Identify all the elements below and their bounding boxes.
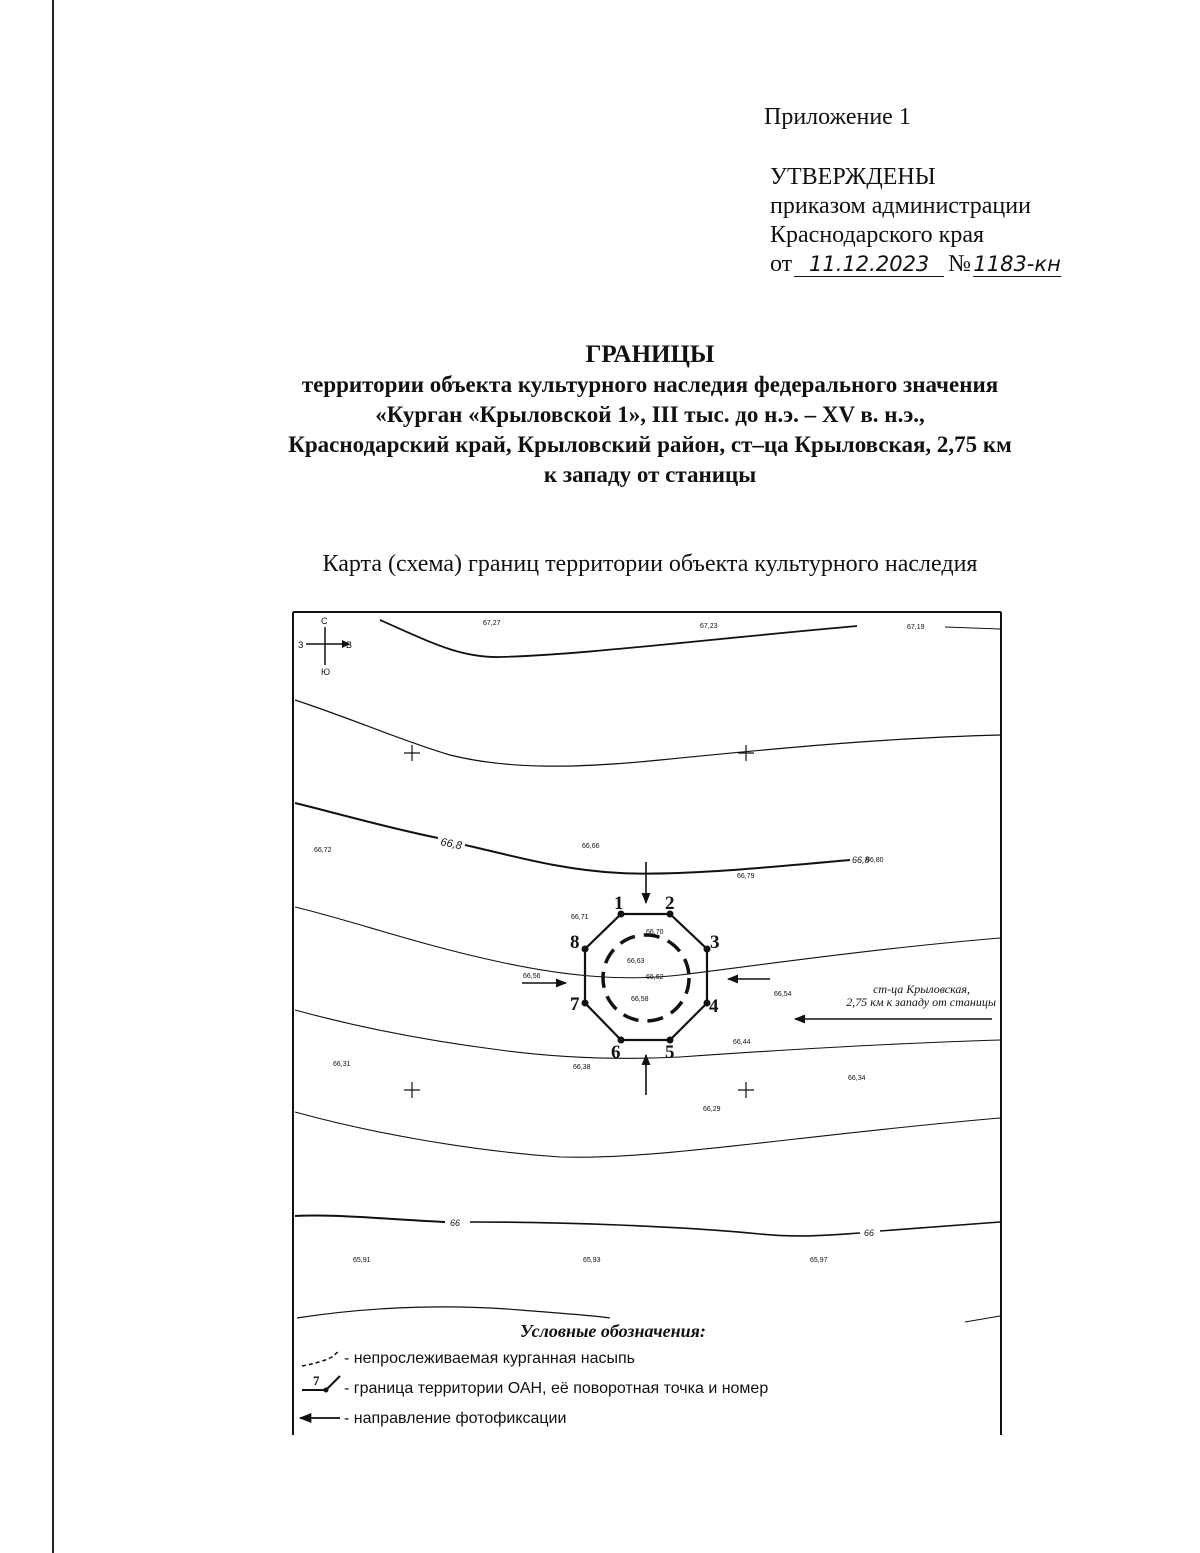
- elevation-label: 67,23: [700, 623, 718, 630]
- elevation-label: 65,97: [810, 1257, 828, 1264]
- boundary-point-number: 8: [570, 932, 580, 953]
- elevation-label: 67,27: [483, 620, 501, 627]
- boundary-point-number: 6: [611, 1042, 621, 1063]
- order-line-2: Краснодарского края: [770, 222, 985, 248]
- elevation-label: 66,38: [573, 1064, 591, 1071]
- compass-rose: [298, 616, 352, 677]
- from-label: от: [770, 251, 793, 277]
- legend-photo-text: - направление фотофиксации: [344, 1410, 567, 1427]
- legend-mound-text: - непрослеживаемая курганная насыпь: [344, 1350, 635, 1367]
- contour-line: [880, 1222, 1000, 1231]
- boundary-point-number: 3: [710, 932, 720, 953]
- village-note: [846, 982, 996, 1009]
- order-date: 11.12.2023: [794, 252, 944, 277]
- boundary-point: [582, 946, 589, 953]
- boundary-point-number: 2: [665, 893, 675, 914]
- elevation-label: 66,58: [631, 996, 649, 1003]
- elevation-label: 66,34: [848, 1075, 866, 1082]
- boundary-point-number: 4: [709, 996, 719, 1017]
- elevation-label: 66,71: [571, 914, 589, 921]
- contour-line: [295, 1112, 1000, 1157]
- elevation-label: 65,93: [583, 1257, 601, 1264]
- title-line-3: Краснодарский край, Крыловский район, ст–ца Крыловская, 2,75 км: [288, 432, 1012, 457]
- contour-value-label: 66: [450, 1218, 461, 1228]
- order-number: 1183-кн: [973, 252, 1061, 276]
- boundary-point-number: 1: [614, 893, 624, 914]
- contour-value-label: 66,8: [439, 836, 463, 853]
- title-line-4: к западу от станицы: [543, 462, 757, 487]
- elevation-label: 66,72: [314, 847, 332, 854]
- elevation-label: 66,66: [582, 843, 600, 850]
- elevation-label: 66,80: [866, 857, 884, 864]
- photo-direction-arrows: [522, 862, 992, 1095]
- elevation-label: 67,19: [907, 624, 925, 631]
- boundary-point-number: 7: [570, 994, 580, 1015]
- map-legend: [300, 1321, 768, 1427]
- compass-west: З: [298, 640, 304, 650]
- elevation-label: 66,44: [733, 1039, 751, 1046]
- legend-mound-symbol: [302, 1350, 340, 1366]
- legend-title: Условные обозначения:: [520, 1321, 706, 1341]
- elevation-label: 66,31: [333, 1061, 351, 1068]
- elevation-labels: [314, 620, 925, 1264]
- contour-line: [465, 845, 850, 874]
- approved-label: УТВЕРЖДЕНЫ: [770, 164, 936, 190]
- village-note-line-1: ст-ца Крыловская,: [873, 982, 970, 996]
- contour-line: [470, 1222, 860, 1236]
- appendix-label: Приложение 1: [764, 104, 911, 130]
- contour-line: [295, 1010, 1000, 1058]
- compass-north: С: [321, 616, 328, 626]
- contour-line: [297, 1307, 610, 1318]
- map-caption: Карта (схема) границ территории объекта культурного наследия: [322, 551, 978, 577]
- contour-lines: [295, 620, 1000, 1322]
- grid-crosses: [404, 745, 754, 1098]
- title-line-2: «Курган «Крыловской 1», III тыс. до н.э. – XV в. н.э.,: [375, 402, 925, 427]
- contour-line: [295, 1215, 445, 1222]
- boundary-point-number: 5: [665, 1042, 675, 1063]
- elevation-label: 66,70: [646, 929, 664, 936]
- contour-line: [295, 803, 438, 838]
- village-note-line-2: 2,75 км к западу от станицы: [846, 995, 996, 1009]
- compass-east: В: [346, 640, 353, 650]
- boundary-point: [582, 1000, 589, 1007]
- number-label: №: [948, 251, 972, 277]
- contour-line: [945, 627, 1000, 629]
- elevation-label: 66,56: [523, 973, 541, 980]
- contour-value-label: 66,8: [852, 855, 870, 865]
- contour-value-label: 66: [864, 1228, 875, 1238]
- contour-value-labels: [439, 836, 874, 1238]
- elevation-label: 66,29: [703, 1106, 721, 1113]
- contour-line: [380, 620, 857, 657]
- compass-south: Ю: [321, 667, 331, 677]
- contour-line: [965, 1316, 1000, 1322]
- elevation-label: 65,91: [353, 1257, 371, 1264]
- title-line-1: территории объекта культурного наследия федерального значения: [301, 372, 999, 397]
- elevation-label: 66,54: [774, 991, 792, 998]
- order-line-1: приказом администрации: [770, 193, 1031, 219]
- title-main: ГРАНИЦЫ: [585, 341, 715, 368]
- elevation-label: 66,62: [646, 974, 664, 981]
- contour-line: [295, 907, 1000, 978]
- elevation-label: 66,63: [627, 958, 645, 965]
- legend-boundary-text: - граница территории ОАН, её поворотная точка и номер: [344, 1380, 769, 1397]
- contour-line: [295, 700, 1000, 766]
- legend-point-number: 7: [313, 1373, 320, 1388]
- legend-boundary-symbol: [302, 1373, 340, 1393]
- elevation-label: 66,79: [737, 873, 755, 880]
